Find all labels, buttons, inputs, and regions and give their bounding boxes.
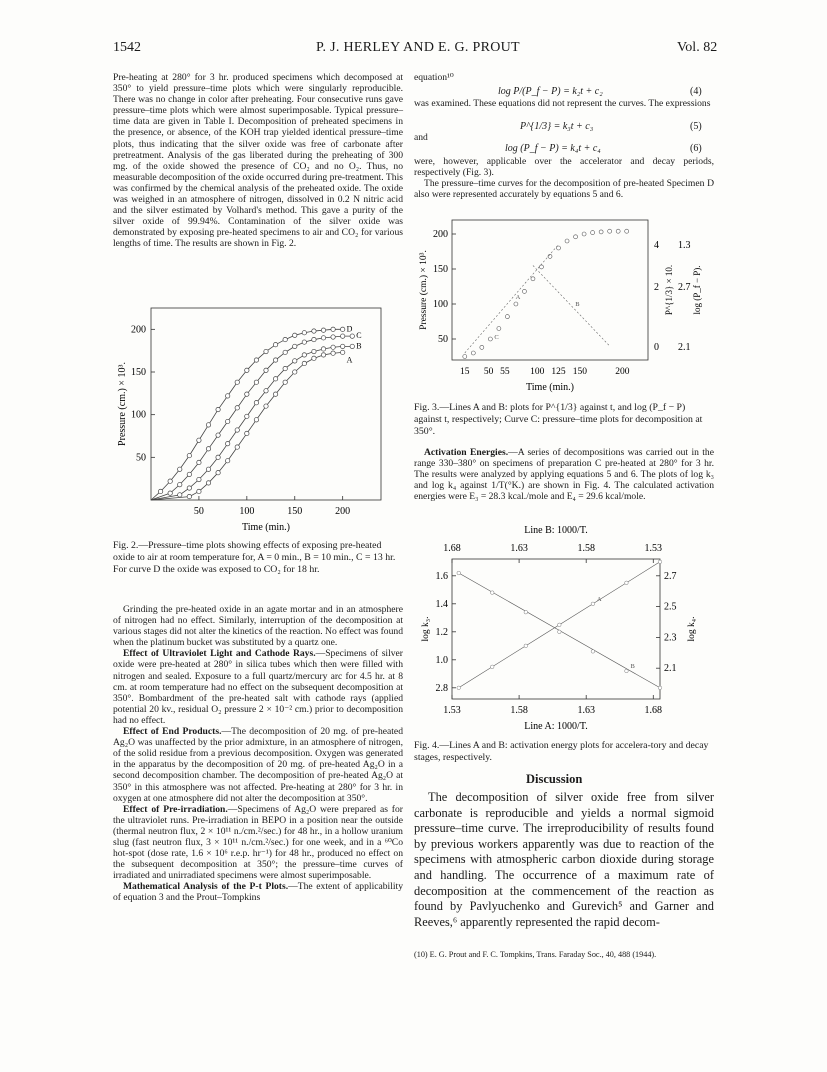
fig2-point-B	[187, 486, 191, 490]
fig4-xtick-bottom-label: 1.63	[577, 705, 595, 716]
fig3-point-C	[531, 277, 535, 281]
fig2-point-A	[312, 356, 316, 360]
fig4-point-B	[625, 669, 629, 673]
fig3-point-C	[582, 232, 586, 236]
fig2-xlabel: Time (min.)	[242, 522, 290, 533]
fig2-point-B	[293, 359, 297, 363]
fig2-series-label-A: A	[346, 355, 353, 365]
activation-para	[414, 447, 714, 502]
fig3-xtick-label: 200	[615, 367, 630, 377]
left-para-3-head: Effect of Ultraviolet Light and Cathode Rays.	[123, 648, 316, 660]
left-para-1	[113, 72, 403, 250]
fig2-ytick-label: 100	[131, 409, 146, 421]
fig3-xtick-label: 150	[572, 367, 587, 377]
discussion-body: The decomposition of silver oxide free from silver carbonate is reproducible and yields a normal sigmoid pressure–time curve. The irreproducibility of results found by previous workers apparently was due to reaction of the specimens with atmospheric carbon dioxide during storage and handling. The occurrence of a maximum rate of decomposition at the commencement of the reaction as found by Pavlyuchenko and Gurevich⁵ and Garner and Reeves,⁶ apparently represented the rapid decom-	[414, 790, 714, 929]
fig3-y2tick-label: 2	[654, 282, 659, 293]
eq-intro	[414, 72, 714, 83]
fig3-point-C	[514, 302, 518, 306]
fig4-caption-text: Fig. 4.—Lines A and B: activation energy plots for accelera-tory and decay stages, respectively.	[414, 740, 709, 763]
fig3-y2tick-label: 4	[654, 240, 659, 251]
fig2-point-A	[245, 431, 249, 435]
fig3-frame	[452, 220, 648, 360]
fig2-point-B	[216, 455, 220, 459]
fig3-ytick-label: 150	[433, 264, 448, 275]
fig2-ytick-label: 150	[131, 367, 146, 378]
fig4-series-label-B: B	[630, 663, 635, 670]
fig4-point-A	[490, 665, 494, 669]
fig2-point-C	[340, 334, 344, 338]
fig2-point-B	[245, 414, 249, 418]
fig2-xtick-label: 100	[239, 506, 255, 517]
fig4-ytick-right-label: 2.1	[664, 663, 677, 675]
fig4-top-axis-label: Line B: 1000/T.	[524, 525, 588, 536]
fig4-frame	[452, 559, 660, 699]
fig2-point-B	[254, 401, 258, 405]
left-para-5-head: Effect of Pre-irradiation.	[123, 803, 228, 815]
fig2-point-C	[187, 472, 191, 476]
fig3-point-C	[488, 337, 492, 341]
fig3-point-C	[539, 265, 543, 269]
footnote-10: (10) E. G. Prout and F. C. Tompkins, Trans. Faraday Soc., 40, 488 (1944).	[414, 950, 657, 959]
fig2-point-C	[178, 482, 182, 486]
fig2-point-B	[283, 366, 287, 370]
fig2-point-B	[264, 389, 268, 393]
fig4-series-label-A: A	[596, 595, 602, 603]
fig3-y2label: P^{1/3} × 10.	[664, 264, 674, 316]
fig2-ytick-label: 50	[136, 452, 146, 464]
eq-text-1-body: was examined. These equations did not represent the curves. The expressions	[414, 98, 711, 109]
fig2-point-A	[235, 445, 239, 449]
left-para-6	[113, 881, 403, 903]
fig4-bottom-axis-label: Line A: 1000/T.	[524, 721, 588, 732]
left-para-5-body: —Specimens of Ag₂O were prepared as for the ultraviolet runs. Pre-irradiation in BEPO in a position near the outside (thermal neutron flux, 2 × 10¹¹ n./cm.²/sec.) for 48 hr., in a hollow uranium slug (fast neutron flux, 3 × 10¹¹ n./cm.²/sec.) for one week, and in a ⁶⁰Co hot-spot (dose rate, 1.6 × 10⁶ r.e.p. hr⁻¹) for 48 hr., produced no effect on the subsequent decomposition at 350°; the pressure–time curves of irradiated and unirradiated specimens were almost superimposable.	[113, 803, 403, 882]
fig3-point-C	[463, 355, 467, 359]
fig3-y3tick-label: 2.7	[678, 282, 691, 293]
fig3-series-label-C: C	[494, 334, 499, 341]
fig2-point-C	[331, 335, 335, 339]
fig2-point-B	[312, 349, 316, 353]
fig2-series-label-B: B	[356, 341, 362, 351]
fig4-xtick-top-label: 1.68	[443, 543, 461, 554]
fig2-point-A	[331, 351, 335, 355]
fig2-point-D	[293, 333, 297, 337]
fig2-point-D	[216, 407, 220, 411]
fig2-xtick-label: 150	[287, 506, 303, 517]
fig2-point-C	[197, 460, 201, 464]
left-para-3-body: —Specimens of silver oxide were pre-heated at 280° in silica tubes which then were filled with nitrogen and sealed. Exposure to a full quartz/mercury arc for 4.5 hr. at 8 cm. at room temperature had no effect on the subsequent decomposition at 350°. Bombardment of the pre-heated salt with cathode rays (applied potential 20 kv., residual O₂ pressure 2 × 10⁻² cm.) prior to decomposition had no effect.	[113, 648, 404, 726]
eq-text-3-body: The pressure–time curves for the decomposition of pre-heated Specimen D also were represented accurately by equations 5 and 6.	[414, 178, 714, 201]
fig4-point-A	[658, 560, 662, 564]
fig2-point-A	[197, 489, 201, 493]
fig4-xtick-top-label: 1.58	[577, 543, 595, 554]
left-para-6-body: —The extent of applicability of equation 3 and the Prout–Tompkins	[113, 881, 404, 904]
fig2-point-D	[245, 368, 249, 372]
fig3-y3tick-label: 1.3	[678, 240, 691, 251]
fig3-xtick-label: 125	[551, 367, 566, 377]
equation-5: P^{1/3} = k₃t + c₃	[520, 121, 594, 132]
fig2-series-C	[151, 336, 352, 500]
fig4-point-A	[457, 686, 461, 690]
fig2-ylabel: Pressure (cm.) × 10³.	[117, 362, 128, 446]
fig2-series-A	[151, 352, 343, 500]
fig2-point-B	[340, 344, 344, 348]
fig3-point-C	[497, 327, 501, 331]
fig2-point-D	[340, 327, 344, 331]
fig3-chart	[414, 212, 714, 402]
fig3-point-C	[522, 289, 526, 293]
fig2-point-C	[302, 340, 306, 344]
fig4-point-A	[558, 623, 562, 627]
fig3-line-A	[465, 245, 559, 354]
fig2-point-C	[216, 433, 220, 437]
fig3-ytick-label: 100	[433, 299, 448, 310]
fig2-point-D	[312, 329, 316, 333]
fig4-ytick-right-label: 2.3	[664, 632, 677, 644]
running-head-authors: P. J. HERLEY AND E. G. PROUT	[316, 40, 520, 55]
equation-5-number: (5)	[690, 121, 702, 132]
fig3-series-label-B: B	[575, 300, 580, 308]
fig2-point-A	[254, 418, 258, 422]
fig3-point-C	[616, 229, 620, 233]
fig2-point-B	[197, 477, 201, 481]
fig3-point-C	[471, 351, 475, 355]
fig3-xtick-label: 55	[500, 367, 510, 377]
fig2-point-A	[302, 361, 306, 365]
fig2-point-D	[187, 453, 191, 457]
fig2-point-A	[283, 380, 287, 384]
fig3-y2tick-label: 0	[654, 342, 659, 353]
eq-and	[414, 132, 474, 143]
fig3-y3tick-label: 2.1	[678, 342, 691, 353]
fig3-point-C	[480, 345, 484, 349]
fig4-point-B	[524, 610, 528, 614]
fig3-xtick-label: 15	[460, 367, 470, 377]
eq-text-1	[414, 98, 714, 109]
fig2-point-A	[216, 470, 220, 474]
activation-head: Activation Energies.	[424, 447, 509, 458]
fig2-point-D	[178, 467, 182, 471]
fig4-point-A	[524, 644, 528, 648]
fig2-point-A	[206, 481, 210, 485]
fig4-ytick-left-label: 2.8	[435, 682, 448, 694]
fig2-point-C	[235, 406, 239, 410]
fig4-point-B	[658, 686, 662, 690]
left-para-1-text: Pre-heating at 280° for 3 hr. produced specimens which decomposed at 350° to yield pressure–time plots which were singularly reproducible. There was no change in color after preheating. Four consecutive runs gave pressure–time plots which were almost superimposable. Typical pressure–time data are given in Table I. Decomposition of preheated specimens in the presence, or absence, of the KOH trap yielded identical pressure–time plots, thus indicating that the silver oxide was free of carbonate after pretreatment. Analysis of the gas liberated during the preheating of 300 mg. of the oxide showed the presence of CO₂ and no O₂. Thus, no measurable decomposition of the oxide occurred during pre-treatment. This was confirmed by the chemical analysis of the preheated oxide. The oxide was weighed in an atmosphere of nitrogen, dissolved in 0.2 N nitric acid and the silver estimated by Volhard's method. This gave a purity of the silver oxide of 99.94%. Contamination of the silver oxide was demonstrated by exposing pre-heated specimens to air and CO₂ for various lengths of time. The results are shown in Fig. 2.	[113, 72, 403, 250]
fig2-point-C	[168, 491, 172, 495]
fig3-series-label-A: A	[515, 293, 521, 301]
fig2-point-A	[321, 353, 325, 357]
discussion-heading: Discussion	[526, 772, 583, 786]
fig4-ytick-left-label: 1.2	[435, 626, 448, 638]
activation-text	[414, 447, 714, 502]
fig4-ytick-left-label: 1.4	[435, 598, 448, 610]
fig2-point-C	[254, 380, 258, 384]
fig2-point-C	[283, 350, 287, 354]
fig2-point-A	[264, 404, 268, 408]
fig2-point-C	[293, 344, 297, 348]
page-number: 1542	[113, 40, 141, 55]
fig3-line-B	[533, 266, 610, 347]
fig2-point-A	[225, 459, 229, 463]
fig2-point-D	[206, 423, 210, 427]
eq-intro-text: equation¹⁰	[414, 72, 454, 83]
fig4-point-A	[591, 602, 595, 606]
fig4-ylabel-right: log k₄.	[687, 616, 697, 642]
fig2-chart	[113, 300, 403, 540]
fig2-point-C	[206, 447, 210, 451]
fig3-point-C	[591, 231, 595, 235]
fig2-point-C	[225, 419, 229, 423]
left-para-5	[113, 804, 403, 882]
fig3-point-C	[557, 246, 561, 250]
left-para-4-head: Effect of End Products.	[123, 726, 222, 738]
fig4-xtick-top-label: 1.63	[510, 543, 528, 554]
fig3-ytick-label: 200	[433, 229, 448, 240]
fig2-point-D	[235, 380, 239, 384]
eq-text-2	[414, 156, 714, 200]
left-para-4-body: —The decomposition of 20 mg. of pre-heated Ag₂O was unaffected by the prior admixture, in an atmosphere of nitrogen, of the solid residue from a previous decomposition. Oxygen was generated in the apparatus by the decomposition of 20 mg. of pre-heated Ag₂O in a second decomposition chamber. The decomposition of pre-heated Ag₂O at 350° in this atmosphere was not affected. Pre-heating at 280° for 3 hr. in oxygen at one atmosphere did not alter the decomposition at 350°.	[113, 726, 403, 804]
equation-6-number: (6)	[690, 143, 702, 154]
fig2-series-B	[151, 346, 352, 500]
fig2-series-label-C: C	[356, 331, 362, 341]
eq-and-text: and	[414, 132, 428, 143]
fig2-point-D	[254, 358, 258, 362]
fig3-ylabel: Pressure (cm.) × 10³.	[419, 250, 429, 330]
fig3-point-C	[565, 239, 569, 243]
fig2-point-B	[321, 347, 325, 351]
fig2-point-B	[206, 467, 210, 471]
fig2-point-D	[273, 342, 277, 346]
fig2-point-C	[245, 392, 249, 396]
fig2-caption-text: Fig. 2.—Pressure–time plots showing effects of exposing pre-heated oxide to air at room temperature for, A = 0 min., B = 10 min., C = 13 hr. For curve D the oxide was exposed to CO₂ for 18 hr.	[113, 540, 396, 575]
fig3-xlabel: Time (min.)	[526, 382, 574, 393]
fig4-point-B	[558, 630, 562, 634]
equation-4: log P/(P_f − P) = k₂t + c₂	[498, 86, 603, 97]
fig2-xtick-label: 50	[193, 506, 204, 517]
fig4-xtick-top-label: 1.53	[644, 543, 663, 554]
fig3-point-C	[599, 230, 603, 234]
fig4-chart	[414, 523, 714, 735]
fig3-y3label: log (P_f − P).	[692, 265, 702, 315]
fig2-ytick-label: 200	[131, 324, 146, 336]
fig2-xtick-label: 200	[335, 506, 351, 517]
fig2-point-C	[273, 358, 277, 362]
fig2-point-C	[264, 368, 268, 372]
fig4-point-B	[457, 571, 461, 575]
fig3-xtick-label: 50	[483, 367, 494, 377]
fig2-point-D	[225, 394, 229, 398]
fig3-point-C	[625, 229, 629, 233]
left-para-3	[113, 648, 403, 726]
fig4-ylabel-left: log k₃.	[421, 616, 431, 642]
fig3-point-C	[505, 315, 509, 319]
fig2-point-D	[197, 438, 201, 442]
fig2-point-B	[273, 377, 277, 381]
fig4-xtick-bottom-label: 1.58	[510, 705, 528, 716]
fig2-point-A	[273, 392, 277, 396]
fig3-point-C	[608, 229, 612, 233]
fig4-xtick-bottom-label: 1.53	[443, 705, 461, 716]
fig2-point-A	[340, 350, 344, 354]
fig4-ytick-left-label: 1.0	[435, 654, 448, 666]
fig3-caption	[414, 402, 714, 438]
fig4-caption	[414, 740, 714, 764]
fig2-point-A	[187, 494, 191, 498]
equation-6: log (P_f − P) = k₄t + c₄	[505, 143, 601, 154]
fig2-point-D	[302, 331, 306, 335]
fig3-point-C	[574, 235, 578, 239]
equation-4-number: (4)	[690, 86, 702, 97]
left-para-2: Grinding the pre-heated oxide in an agate mortar and in an atmosphere of nitrogen had no effect. Similarly, interruption of the decomposition at various stages did not alter the kinetics of the reaction. No effect was found when the platinum bucket was substituted by a quartz one.	[113, 604, 403, 649]
fig4-ytick-left-label: 1.6	[435, 570, 448, 582]
fig2-point-B	[178, 493, 182, 497]
fig2-point-D	[331, 327, 335, 331]
fig2-caption	[113, 540, 403, 576]
fig3-ytick-label: 50	[438, 334, 448, 345]
fig2-point-B	[350, 344, 354, 348]
fig2-point-B	[225, 441, 229, 445]
fig2-point-D	[158, 489, 162, 493]
volume-number: Vol. 82	[677, 40, 718, 55]
left-para-4	[113, 726, 403, 804]
fig4-ytick-right-label: 2.7	[664, 570, 677, 582]
fig3-xtick-label: 100	[530, 367, 545, 377]
fig2-point-D	[283, 337, 287, 341]
fig2-point-C	[312, 337, 316, 341]
fig2-point-D	[168, 479, 172, 483]
fig2-point-B	[331, 345, 335, 349]
fig2-point-D	[264, 349, 268, 353]
fig2-point-C	[350, 334, 354, 338]
fig2-point-B	[235, 428, 239, 432]
fig2-point-B	[302, 353, 306, 357]
eq-text-2-body: were, however, applicable over the accelerator and decay periods, respectively (Fig. 3).	[414, 156, 714, 179]
fig4-ytick-right-label: 2.5	[664, 601, 677, 613]
fig3-caption-text: Fig. 3.—Lines A and B: plots for P^{1/3} against t, and log (P_f − P) against t, respectively; Curve C: pressure–time plots for decomposition at 350°.	[414, 402, 703, 437]
activation-body: —A series of decompositions was carried out in the range 330–380° on specimens of preparation C pre-heated at 280° for 3 hr. The results were analyzed by applying equations 5 and 6. The plots of log k₃ and log k₄ against 1/T(°K.) are shown in Fig. 4. The calculated activation energies were E₃ = 28.3 kcal./mole and E₄ = 29.6 kcal/mole.	[414, 447, 714, 503]
fig2-series-label-D: D	[346, 324, 353, 334]
fig2-point-C	[321, 336, 325, 340]
fig4-point-B	[490, 591, 494, 595]
fig3-point-C	[548, 254, 552, 258]
fig4-xtick-bottom-label: 1.68	[644, 705, 663, 716]
fig4-point-B	[591, 650, 595, 654]
fig2-point-A	[293, 370, 297, 374]
fig4-point-A	[625, 581, 629, 585]
left-para-lower	[113, 604, 403, 904]
fig2-point-D	[321, 328, 325, 332]
left-para-6-head: Mathematical Analysis of the P-t Plots.	[123, 881, 289, 893]
